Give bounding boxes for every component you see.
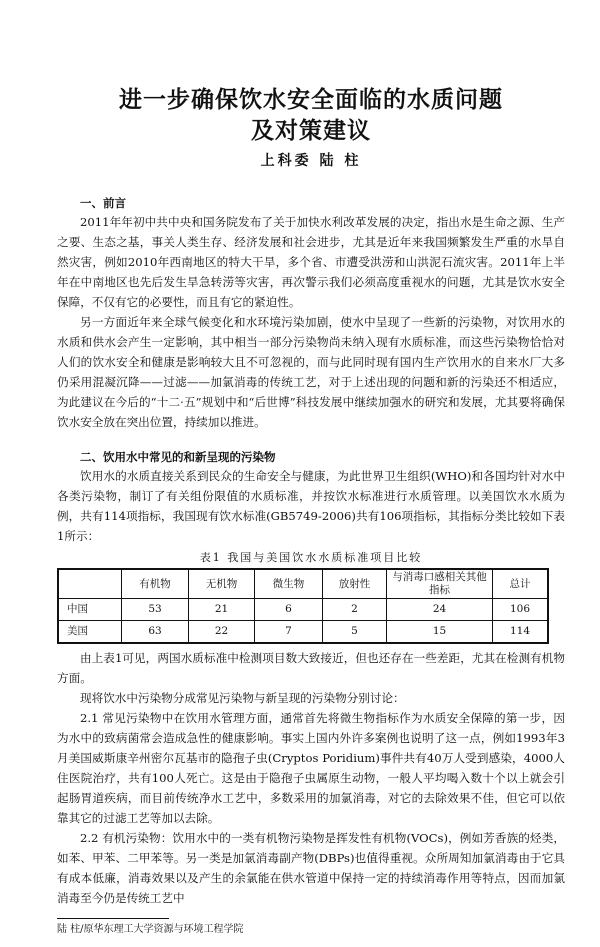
comparison-table [57,568,549,644]
section-2-paragraph-4: 2.1 常见污染物中在饮用水管理方面，通常首先将微生物指标作为水质安全保障的第一步，因为水中的致病菌常会造成急性的健康影响。事实上国内外许多案例也说明了这一点，例如1993年3月美国威斯康辛州密尔瓦基市的隐孢子虫(Cryptos Poridium)事件共有40万人受到感染，4000人住医院治疗，共有100人死亡。这是由于隐孢子虫属原生动物，一般人平均喝入数十个以上就会引起肠胃道疾病，而目前传统净水工艺中，多数采用的加氯消毒，对它的去除效果不佳，但它可以依靠其它的过滤工艺等加以去除。 [57,711,565,825]
header-cell: 总计 [493,569,549,599]
section-1-paragraph-1: 2011年年初中共中央和国务院发布了关于加快水利改革发展的决定，指出水是生命之源、生产之要、生态之基，事关人类生存、经济发展和社会进步，尤其是近年来我国频繁发生严重的水旱自然灾害，例如2010年西南地区的特大干旱，多个省、市遭受洪涝和山洪泥石流灾害。2011年上半年在中南地区也先后发生旱急转涝等灾害，再次警示我们必须高度重视水的问题，尤其是饮水安全保障，不仅有它的必要性，而且有它的紧迫性。 [57,215,565,309]
header-cell: 与消毒口感相关其他指标 [387,569,493,599]
cell: 53 [122,599,189,621]
title-line-1: 进一步确保饮水安全面临的水质问题 [119,86,503,113]
cell: 24 [387,599,493,621]
table-caption: 表1 我国与美国饮水水质标准项目比较 [199,551,423,564]
table-header-row [58,569,548,599]
section-2-paragraph-2: 由上表1可见，两国水质标准中检测项目数大致接近，但也还存在一些差距，尤其在检测有机物方面。 [57,651,565,685]
header-cell [58,569,122,599]
cell: 7 [255,621,323,644]
cell: 中国 [58,599,122,621]
section-2-paragraph-1: 饮用水的水质直接关系到民众的生命安全与健康，为此世界卫生组织(WHO)和各国均针对水中各类污染物，制订了有关组份限值的水质标准，并按饮水标准进行水质管理。以美国饮水水质为例，共有114项指标，我国现有饮水标准(GB5749-2006)共有106项指标，其指标分类比较如下表1所示： [57,469,565,543]
section-1-paragraph-2: 另一方面近年来全球气候变化和水环境污染加剧，使水中呈现了一些新的污染物，对饮用水的水质和供水会产生一定影响，其中相当一部分污染物尚未纳入现有水质标准，而这些污染物恰恰对人们的饮水安全和健康是影响较大且不可忽视的，而与此同时现有国内生产饮用水的自来水厂大多仍采用混凝沉降——过滤——加氯消毒的传统工艺，对于上述出现的问题和新的污染还不相适应，为此建议在今后的“十二·五”规划中和“后世博”科技发展中继续加强水的研究和发展，尤其要将确保饮水安全放在突出位置，持续加以推进。 [57,315,565,429]
cell: 2 [323,599,387,621]
footnote-divider [57,918,169,919]
section-2-paragraph-5: 2.2 有机污染物：饮用水中的一类有机物污染物是挥发性有机物(VOCs)，例如芳香族的烃类，如苯、甲苯、二甲苯等。另一类是加氯消毒副产物(DBPs)也值得重视。众所周知加氯消毒由于它具有成本低廉，消毒效果以及产生的余氯能在供水管道中保持一定的持续消毒作用等特点，因而加氯消毒至今仍是传统工艺中 [57,831,565,905]
cell: 63 [122,621,189,644]
title-line-2: 及对策建议 [251,117,371,144]
header-cell: 有机物 [122,569,189,599]
header-cell: 无机物 [189,569,255,599]
cell: 5 [323,621,387,644]
authors: 上科委 陆 柱 [260,153,362,169]
cell: 美国 [58,621,122,644]
section-1-heading: 一、前言 [80,196,126,210]
header-cell: 放射性 [323,569,387,599]
table-row [58,599,548,621]
cell: 21 [189,599,255,621]
cell: 6 [255,599,323,621]
cell: 114 [493,621,549,644]
cell: 15 [387,621,493,644]
section-2-paragraph-3: 现将饮水中污染物分成常见污染物与新呈现的污染物分别讨论： [80,691,405,705]
cell: 22 [189,621,255,644]
table-row [58,621,548,644]
cell: 106 [493,599,549,621]
header-cell: 微生物 [255,569,323,599]
section-2-heading: 二、饮用水中常见的和新呈现的污染物 [80,450,276,464]
footnote: 陆 柱/原华东理工大学资源与环境工程学院 [57,924,244,935]
